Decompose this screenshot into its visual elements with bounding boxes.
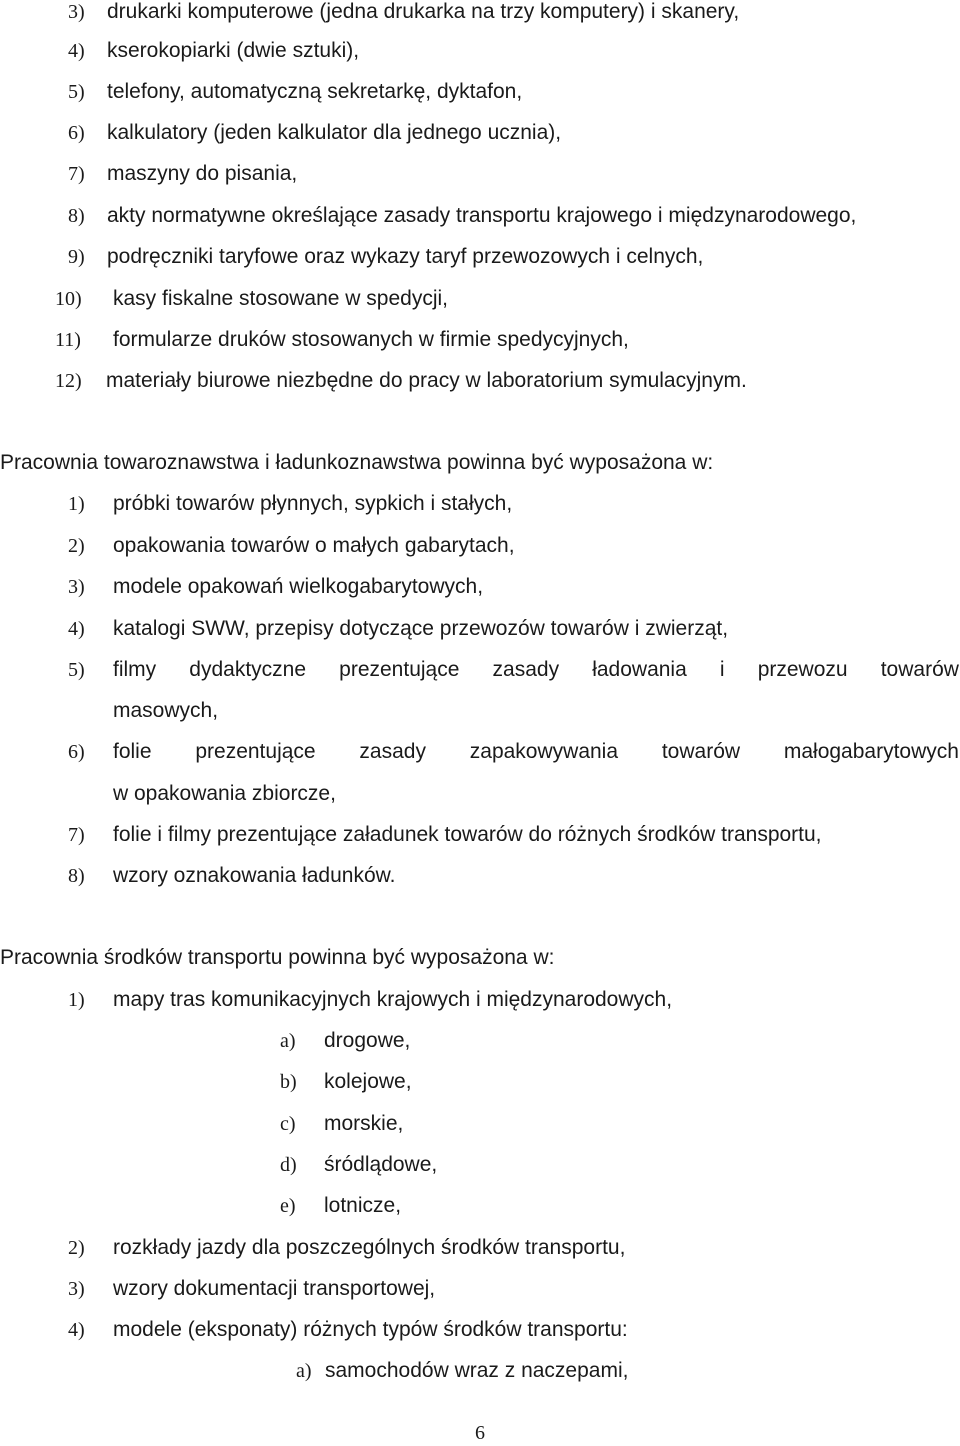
list-item: 6) kalkulatory (jeden kalkulator dla jednego ucznia),	[68, 121, 562, 144]
list-item: 1) mapy tras komunikacyjnych krajowych i międzynarodowych,	[68, 988, 673, 1011]
list-item: 1) próbki towarów płynnych, sypkich i stałych,	[68, 492, 513, 515]
list-item: 7) folie i filmy prezentujące załadunek towarów do różnych środków transportu,	[68, 823, 822, 846]
list-item: 7) maszyny do pisania,	[68, 162, 298, 185]
list-item: 5)	[68, 659, 85, 681]
page-number: 6	[475, 1422, 485, 1444]
list-item: 12) materiały biurowe niezbędne do pracy w laboratorium symulacyjnym.	[55, 369, 747, 392]
justified-line: filmy dydaktyczne prezentujące zasady ładowania i przewozu towarów	[113, 658, 959, 681]
sub-list-item: a) drogowe,	[280, 1029, 411, 1052]
sub-list-item: d) śródlądowe,	[280, 1153, 438, 1176]
list-item: 4) modele (eksponaty) różnych typów środków transportu:	[68, 1318, 628, 1341]
sub-list-item: c) morskie,	[280, 1112, 404, 1135]
list-item: 2) opakowania towarów o małych gabarytach,	[68, 534, 515, 557]
list-item: 8) wzory oznakowania ładunków.	[68, 864, 396, 887]
list-item: 3) drukarki komputerowe (jedna drukarka na trzy komputery) i skanery,	[68, 0, 740, 23]
list-item: 6)	[68, 741, 85, 763]
list-item: 11) formularze druków stosowanych w firmie spedycyjnych,	[55, 328, 629, 351]
list-item: 10) kasy fiskalne stosowane w spedycji,	[55, 287, 448, 310]
list-item: 5) telefony, automatyczną sekretarkę, dyktafon,	[68, 80, 523, 103]
sub-list-item: b) kolejowe,	[280, 1070, 412, 1093]
list-item: 9) podręczniki taryfowe oraz wykazy taryf przewozowych i celnych,	[68, 245, 704, 268]
list-item: 3) modele opakowań wielkogabarytowych,	[68, 575, 484, 598]
sub-list-item: a) samochodów wraz z naczepami,	[296, 1359, 629, 1382]
section-heading: Pracownia środków transportu powinna być wyposażona w:	[0, 946, 555, 969]
list-item: 8) akty normatywne określające zasady transportu krajowego i międzynarodowego,	[68, 204, 857, 227]
list-item: 4) kserokopiarki (dwie sztuki),	[68, 39, 360, 62]
list-item: 3) wzory dokumentacji transportowej,	[68, 1277, 436, 1300]
list-item: 2) rozkłady jazdy dla poszczególnych środków transportu,	[68, 1236, 626, 1259]
list-item-continuation: w opakowania zbiorcze,	[113, 782, 336, 805]
list-item-continuation: masowych,	[113, 699, 219, 722]
justified-line: folie prezentujące zasady zapakowywania towarów małogabarytowych	[113, 740, 959, 763]
sub-list-item: e) lotnicze,	[280, 1194, 402, 1217]
list-item: 4) katalogi SWW, przepisy dotyczące przewozów towarów i zwierząt,	[68, 617, 729, 640]
section-heading: Pracownia towaroznawstwa i ładunkoznawstwa powinna być wyposażona w:	[0, 451, 714, 474]
